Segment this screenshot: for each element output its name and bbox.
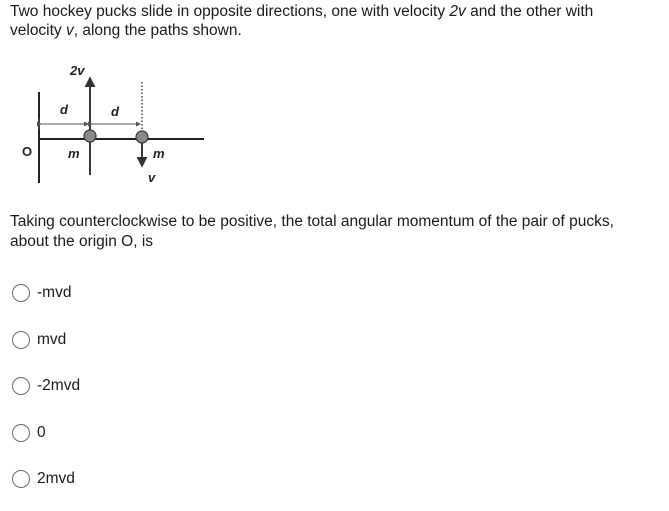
origin-label: O — [22, 144, 33, 159]
option-1[interactable] — [12, 278, 80, 308]
question-prompt: Taking counterclockwise to be positive, the total angular momentum of the pair of pucks, about the origin O, is — [10, 213, 614, 250]
intro-text-3: , along the paths shown. — [73, 22, 242, 39]
option-2[interactable] — [12, 325, 80, 355]
option-label: -mvd — [37, 284, 72, 301]
radio-button[interactable] — [12, 284, 30, 302]
left-mass-label: m — [68, 146, 80, 161]
intro-var-2v: 2v — [449, 3, 466, 20]
radio-button[interactable] — [12, 377, 30, 395]
option-label: 2mvd — [37, 470, 75, 487]
option-label: -2mvd — [37, 377, 81, 394]
intro-var-v: v — [66, 22, 74, 39]
option-5[interactable] — [12, 464, 80, 494]
option-label: 0 — [37, 423, 46, 441]
intro-text-2: and the other with velocity — [10, 3, 594, 39]
right-distance-label: d — [111, 104, 119, 119]
pucks-diagram — [0, 50, 230, 200]
radio-button[interactable] — [12, 331, 30, 349]
left-distance-label: d — [60, 102, 68, 117]
radio-button[interactable] — [12, 424, 30, 442]
right-mass-label: m — [153, 146, 165, 161]
intro-text-1: Two hockey pucks slide in opposite directions, one with velocity — [10, 3, 450, 20]
question-intro — [10, 2, 630, 40]
option-4[interactable] — [12, 418, 80, 448]
right-puck — [136, 131, 148, 143]
right-velocity-label: v — [148, 170, 156, 185]
left-puck — [84, 130, 96, 142]
option-label: mvd — [37, 330, 67, 348]
answer-options — [12, 278, 80, 511]
left-velocity-label: 2v — [70, 63, 85, 78]
radio-button[interactable] — [12, 470, 30, 488]
option-3[interactable] — [12, 371, 80, 401]
